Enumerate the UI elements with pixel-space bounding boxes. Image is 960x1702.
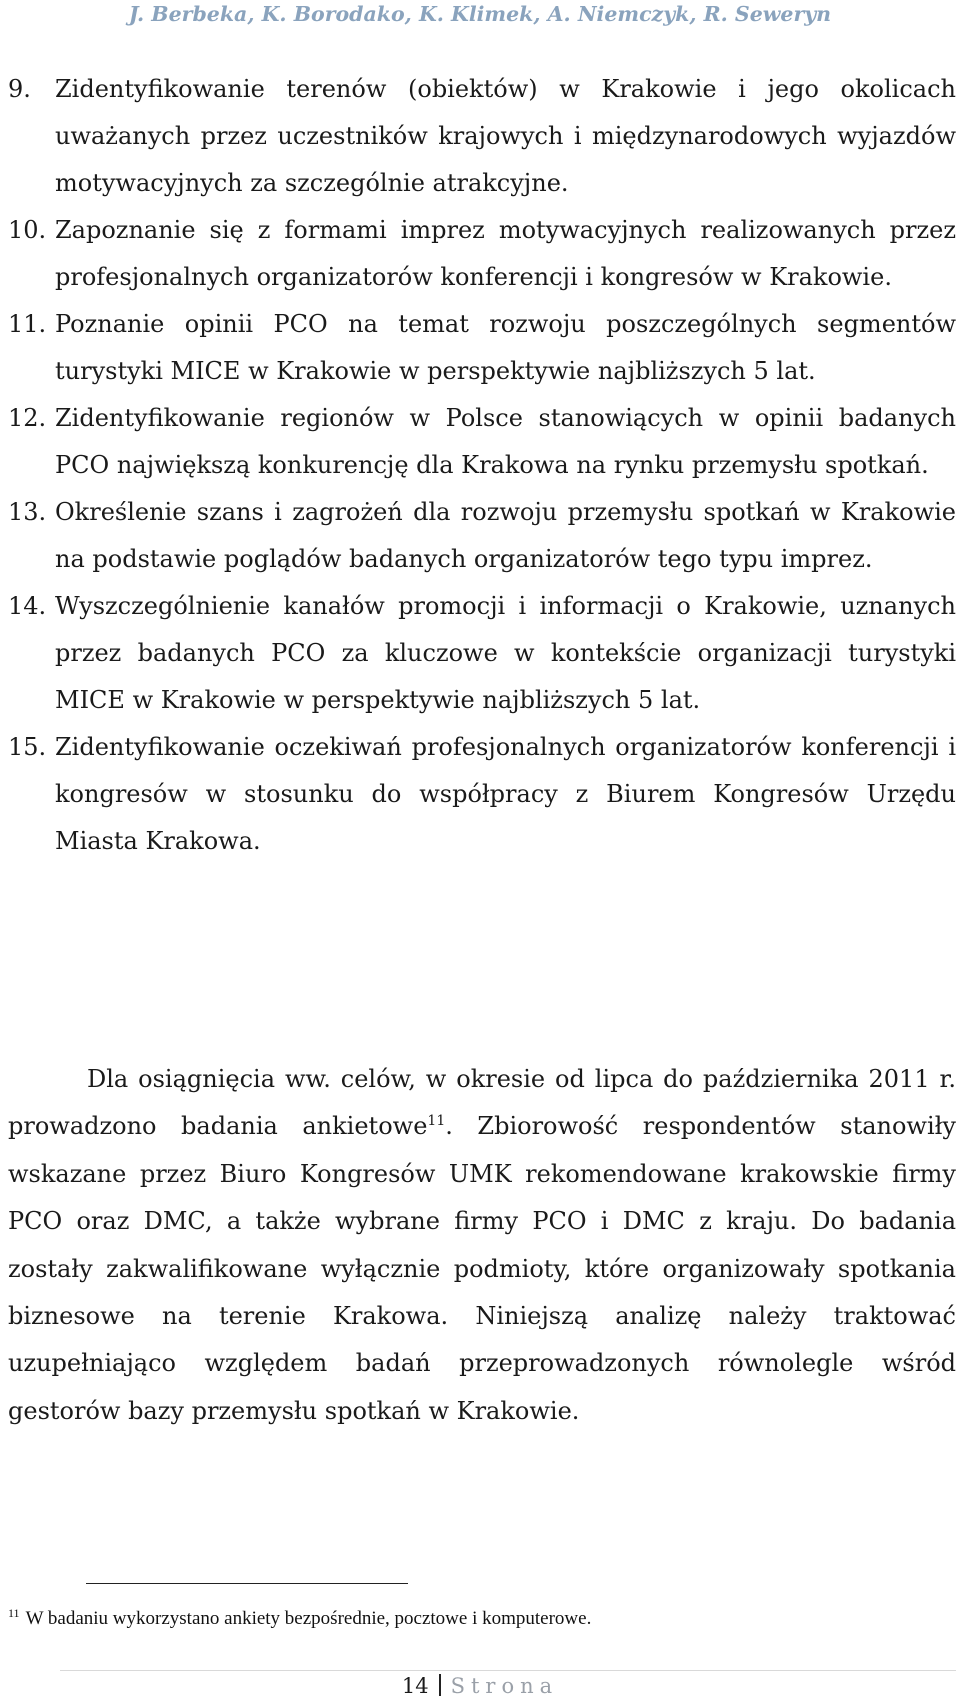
list-item-number: 14. xyxy=(8,592,47,620)
list-item-text: Poznanie opinii PCO na temat rozwoju poszczególnych segmentów turystyki MICE w Krakowie w perspektywie najbliższych 5 lat. xyxy=(55,310,956,385)
list-item-number: 11. xyxy=(8,310,47,338)
list-item-number: 13. xyxy=(8,498,47,526)
paragraph-text-end: . Zbiorowość respondentów stanowiły wskazane przez Biuro Kongresów UMK rekomendowane krakowskie firmy PCO oraz DMC, a także wybrane firmy PCO i DMC z kraju. Do badania zostały zakwalifikowane wyłącznie podmioty, które organizowały spotkania biznesowe na terenie Krakowa. Niniejszą analizę należy traktować uzupełniająco względem badań przeprowadzonych równolegle wśród gestorów bazy przemysłu spotkań w Krakowie. xyxy=(8,1112,956,1425)
list-item-text: Zidentyfikowanie regionów w Polsce stanowiących w opinii badanych PCO największą konkurencję dla Krakowa na rynku przemysłu spotkań. xyxy=(55,404,956,479)
list-item-number: 10. xyxy=(8,216,47,244)
page-label: Strona xyxy=(450,1674,559,1698)
running-header xyxy=(0,2,960,26)
page-footer xyxy=(0,1674,960,1698)
list-item xyxy=(0,395,960,489)
list-item-text: Wyszczególnienie kanałów promocji i informacji o Krakowie, uznanych przez badanych PCO za kluczowe w kontekście organizacji turystyki MICE w Krakowie w perspektywie najbliższych 5 lat. xyxy=(55,592,956,714)
list-item xyxy=(0,489,960,583)
list-item-text: Zapoznanie się z formami imprez motywacyjnych realizowanych przez profesjonalnych organizatorów konferencji i kongresów w Krakowie. xyxy=(55,216,956,291)
footnote-text: W badaniu wykorzystano ankiety bezpośrednie, pocztowe i komputerowe. xyxy=(25,1608,592,1629)
footnote-divider xyxy=(86,1583,408,1584)
list-item-text: Zidentyfikowanie terenów (obiektów) w Krakowie i jego okolicach uważanych przez uczestników krajowych i międzynarodowych wyjazdów motywacyjnych za szczególnie atrakcyjne. xyxy=(55,75,956,197)
header-authors: J. Berbeka, K. Borodako, K. Klimek, A. Niemczyk, R. Seweryn xyxy=(128,2,832,26)
footnote xyxy=(8,1606,591,1630)
list-item-number: 9. xyxy=(8,75,31,103)
footnote-number: 11 xyxy=(8,1606,20,1620)
list-item xyxy=(0,724,960,865)
list-item-number: 12. xyxy=(8,404,47,432)
page-number: 14 xyxy=(401,1674,429,1698)
list-item xyxy=(0,583,960,724)
list-item-number: 15. xyxy=(8,733,47,761)
list-item xyxy=(0,66,960,207)
body-paragraph xyxy=(8,1056,956,1435)
footer-divider xyxy=(60,1670,956,1671)
objectives-list xyxy=(0,66,960,865)
list-item-text: Zidentyfikowanie oczekiwań profesjonalnych organizatorów konferencji i kongresów w stosunku do współpracy z Biurem Kongresów Urzędu Miasta Krakowa. xyxy=(55,733,956,855)
list-item xyxy=(0,301,960,395)
footer-separator xyxy=(439,1674,441,1696)
paragraph-text-start: Dla osiągnięcia ww. celów, w okresie od lipca do października 2011 r. prowadzono badania ankietowe xyxy=(8,1065,956,1141)
footnote-reference[interactable]: 11 xyxy=(427,1113,446,1130)
list-item xyxy=(0,207,960,301)
list-item-text: Określenie szans i zagrożeń dla rozwoju przemysłu spotkań w Krakowie na podstawie poglądów badanych organizatorów tego typu imprez. xyxy=(55,498,956,573)
